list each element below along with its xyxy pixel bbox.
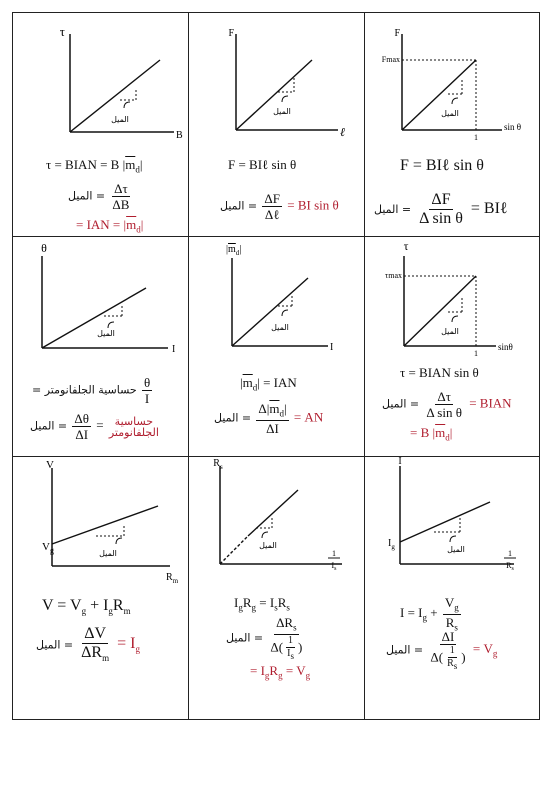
x-one-label: 1 <box>474 133 478 142</box>
x-axis-denominator: $I_s$ <box>331 561 337 572</box>
slope-equation: الميل = $\Delta R_s$ Δ( $\frac{1}{I_s}$ ) <box>226 615 303 661</box>
y-axis-label: F <box>394 28 400 39</box>
y-intercept-label: $V_g$ <box>42 541 54 555</box>
cell-force-vs-length <box>188 12 364 224</box>
graph-line <box>236 60 312 130</box>
force-vs-sine-graph <box>364 12 540 142</box>
slope-equation: الميل = $\frac{\Delta\tau}{\text{Δ sin θ}}$ = BIAN <box>382 389 512 420</box>
graph-line <box>400 502 490 542</box>
moment-vs-current-graph <box>188 236 364 366</box>
cell-moment-vs-current <box>188 236 364 448</box>
shunt-equation: $I_gR_g = I_sR_s$ <box>234 595 290 613</box>
slope-equation: الميل = $\frac{\Delta\tau}{\Delta B}$ <box>68 181 130 212</box>
slope-equation: الميل = $\frac{\Delta\theta}{\Delta I}$ = حساسية الجلفانومتر <box>30 411 159 442</box>
angle-vs-current-graph <box>12 236 188 366</box>
graph-line <box>232 278 308 346</box>
cell-shunt-resistance <box>188 456 364 681</box>
cell-torque-vs-flux-density <box>12 12 188 235</box>
slope-label: الميل <box>271 323 289 332</box>
x-axis-numerator: 1 <box>332 549 336 558</box>
slope-label: الميل <box>111 115 129 124</box>
y-axis-label: θ <box>41 241 47 255</box>
voltage-vs-resistance-graph <box>12 456 188 586</box>
graph-line <box>404 276 476 346</box>
x-axis-label: sin θ <box>504 122 522 132</box>
y-axis-label: F <box>228 28 234 39</box>
slope-label: الميل <box>441 109 459 118</box>
force-equation: F = BIℓ sin θ <box>228 157 297 172</box>
cell-angle-vs-current <box>12 236 188 448</box>
force-vs-length-graph <box>188 12 364 142</box>
x-axis-denominator: $R_s$ <box>506 561 514 572</box>
current-vs-inverse-resistance-graph <box>364 456 540 586</box>
y-axis-label: $|m_d|$ <box>226 244 242 257</box>
torque-vs-sine-graph <box>364 236 540 366</box>
slope-result: = $I_gR_g = V_g$ <box>250 663 311 681</box>
graph-line <box>402 60 476 130</box>
y-axis-label: τ <box>59 24 65 39</box>
x-one-label: 1 <box>474 349 478 358</box>
x-axis-label: ℓ <box>340 125 345 139</box>
sensitivity-equation: = حساسية الجلفانومتر $\frac{\theta}{I}$ <box>32 375 151 406</box>
graph-line <box>248 490 298 536</box>
cell-voltage-vs-resistance <box>12 456 188 668</box>
slope-label: الميل <box>441 327 459 336</box>
slope-label: الميل <box>447 545 465 554</box>
y-axis-label: $R_s$ <box>213 458 223 471</box>
shunt-resistance-graph <box>188 456 364 586</box>
y-max-label: Fmax <box>381 55 400 64</box>
slope-equation: الميل = ΔI Δ( $\frac{1}{R_s}$ ) = $V_g$ <box>386 629 498 671</box>
current-equation: $I = I_g$ + $\frac{V_g}{R_s}$ <box>400 595 459 633</box>
slope-label: الميل <box>99 549 117 558</box>
voltage-equation: $V = V_g + I_gR_m$ <box>42 597 131 617</box>
slope-label: الميل <box>259 541 277 550</box>
torque-equation: τ = BIAN = B $|\overline{m}_d|$ <box>46 157 143 175</box>
y-intercept-label: $I_g$ <box>388 538 395 551</box>
torque-equation: τ = BIAN sin θ <box>400 365 479 380</box>
slope-label: الميل <box>97 329 115 338</box>
x-axis-label: $R_m$ <box>166 572 179 585</box>
force-equation: F = BIℓ sin θ <box>400 157 484 174</box>
x-axis-label: B <box>176 130 183 141</box>
y-max-label: τmax <box>385 271 402 280</box>
cell-torque-vs-sine <box>364 236 540 448</box>
x-axis-label: I <box>172 344 176 355</box>
graph-line <box>52 506 158 544</box>
x-axis-label: I <box>330 342 334 353</box>
slope-equation: الميل = $\frac{\Delta F}{\text{Δ sin θ}}$ = BIℓ <box>374 191 508 227</box>
torque-vs-b-graph <box>12 12 188 142</box>
slope-result: = B $|\overline{m}_d|$ <box>410 425 453 443</box>
graph-line <box>42 288 146 348</box>
x-axis-label: sinθ <box>498 342 513 352</box>
y-axis-label: V <box>46 459 54 471</box>
slope-label: الميل <box>273 107 291 116</box>
slope-result: = IAN = $|\overline{m}_d|$ <box>76 217 144 235</box>
cell-current-vs-inverse-resistance <box>364 456 540 671</box>
y-axis-label: I <box>398 456 402 467</box>
slope-equation: الميل = $\frac{\Delta|\overline{m}_d|}{\Delta I}$ = AN <box>214 401 324 436</box>
slope-equation: الميل = $\frac{\Delta F}{\text{Δℓ}}$ = BI sin θ <box>220 191 339 222</box>
x-axis-numerator: 1 <box>508 549 512 558</box>
cell-force-vs-sine <box>364 12 540 227</box>
slope-equation: الميل = $\frac{\Delta V}{\Delta R_m}$ = $I_g$ <box>36 625 140 664</box>
y-axis-label: τ <box>403 239 409 253</box>
moment-equation: $|\overline{m}_d|$ = IAN <box>240 375 297 393</box>
